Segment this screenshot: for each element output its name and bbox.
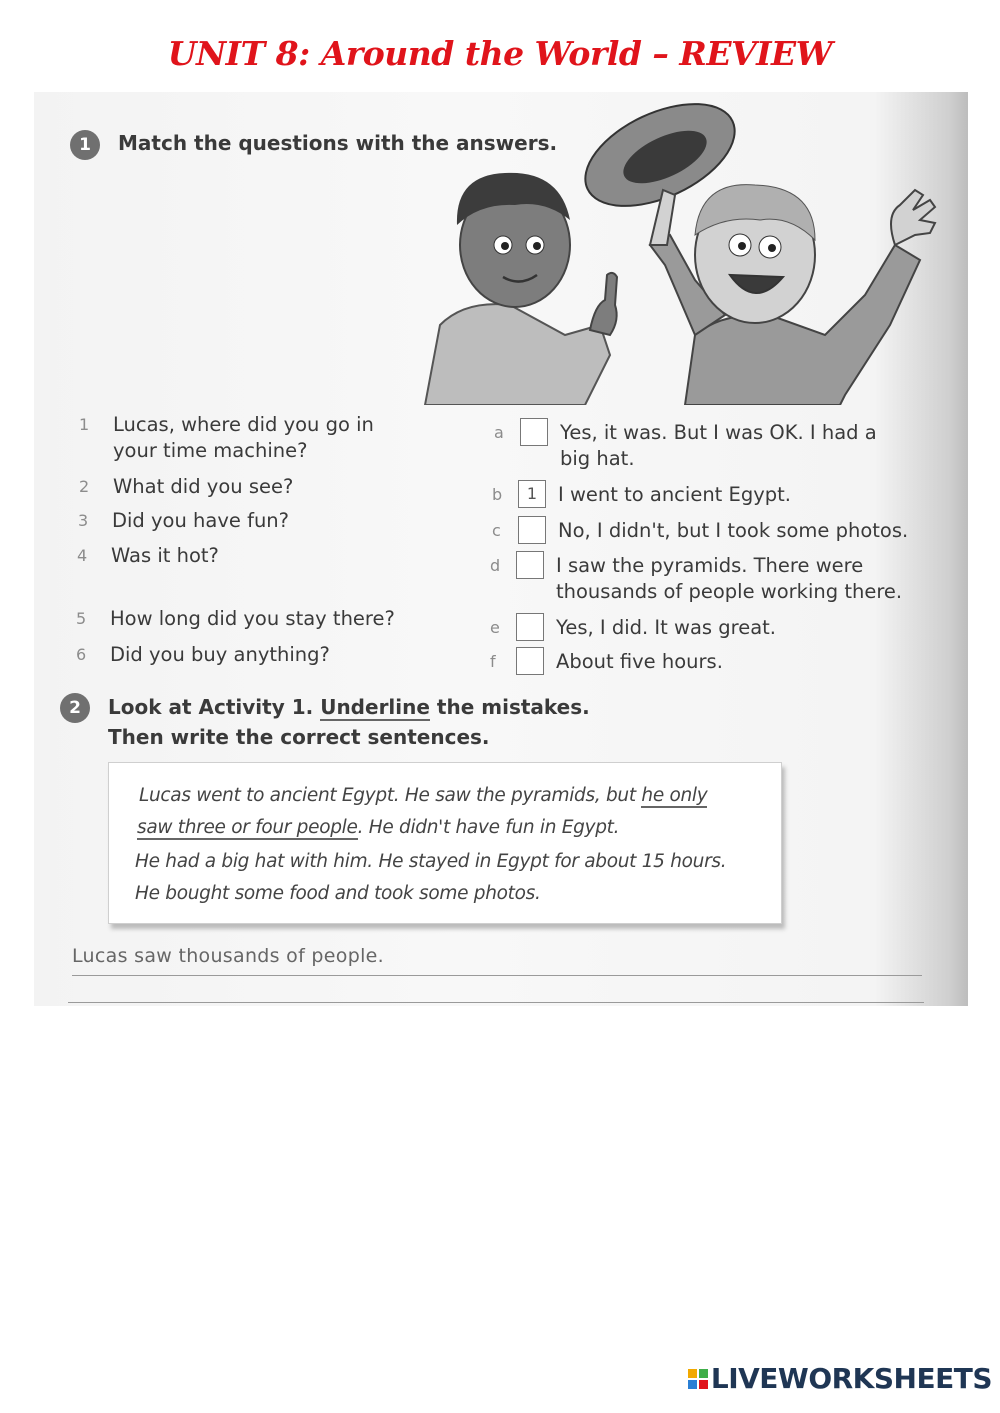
- underlined-mistake: saw three or four people: [137, 817, 358, 838]
- answer-text: Yes, I did. It was great.: [556, 616, 777, 639]
- answer-line-1[interactable]: Lucas saw thousands of people.: [72, 945, 922, 976]
- question-text: Was it hot?: [111, 544, 219, 567]
- instruction-text: Then write the correct sentences.: [108, 725, 490, 749]
- liveworksheets-icon: [687, 1368, 709, 1390]
- liveworksheets-logo: [687, 1362, 992, 1395]
- underline-word: Underline: [320, 695, 430, 719]
- answer-f: [490, 649, 723, 675]
- story-text: . He didn't have fun in Egypt.: [357, 817, 620, 838]
- answer-letter: c: [492, 521, 501, 540]
- answer-letter: b: [492, 485, 503, 504]
- instruction-text: the mistakes.: [436, 695, 590, 719]
- question-number: 2: [79, 477, 90, 496]
- answer-letter: d: [490, 556, 501, 575]
- instruction-text: Look at Activity 1.: [108, 695, 314, 719]
- answer-box[interactable]: [516, 551, 544, 579]
- question-number: 6: [76, 645, 87, 664]
- answer-text: Yes, it was. But I was OK. I had a: [560, 421, 877, 444]
- activity-1-number: 1: [70, 130, 100, 160]
- story-line-4: He bought some food and took some photos.: [135, 883, 541, 904]
- question-text: How long did you stay there?: [110, 607, 395, 630]
- activity-2-instruction: [108, 692, 590, 752]
- question-6: [76, 642, 330, 668]
- answer-a: [494, 420, 877, 472]
- question-text: your time machine?: [113, 439, 308, 462]
- underlined-mistake: he only: [641, 785, 708, 806]
- question-1: [79, 412, 374, 464]
- answer-box[interactable]: [518, 516, 546, 544]
- answer-text: big hat.: [560, 447, 635, 470]
- answer-text: I went to ancient Egypt.: [558, 483, 791, 506]
- activity-1-instruction: Match the questions with the answers.: [118, 131, 558, 155]
- story-line-1: [139, 785, 707, 806]
- answer-c: [492, 518, 909, 544]
- answer-b: [492, 482, 791, 508]
- answer-box[interactable]: [520, 418, 548, 446]
- answer-e: [490, 615, 777, 641]
- question-number: 5: [76, 609, 87, 628]
- answer-d: [490, 553, 903, 605]
- activity-2-number: 2: [60, 693, 90, 723]
- answer-box[interactable]: [516, 613, 544, 641]
- answer-text: thousands of people working there.: [556, 580, 903, 603]
- story-line-2: [137, 817, 619, 838]
- page-title: UNIT 8: Around the World – REVIEW: [167, 34, 833, 73]
- story-text: Lucas went to ancient Egypt. He saw the pyramids, but: [139, 785, 642, 806]
- question-3: [78, 508, 290, 534]
- question-number: 1: [79, 415, 90, 434]
- question-2: [79, 474, 294, 500]
- brand-name: LIVEWORKSHEETS: [710, 1362, 992, 1395]
- answer-letter: a: [494, 423, 504, 442]
- two-boys-illustration: [395, 95, 955, 405]
- answer-box[interactable]: 1: [518, 480, 546, 508]
- answer-box[interactable]: [516, 647, 544, 675]
- story-box: [108, 762, 782, 924]
- question-text: What did you see?: [113, 475, 294, 498]
- answer-letter: f: [490, 652, 496, 671]
- question-text: Lucas, where did you go in: [113, 413, 374, 436]
- question-5: [76, 606, 395, 632]
- answer-letter: e: [490, 618, 500, 637]
- question-text: Did you have fun?: [112, 509, 290, 532]
- question-4: [77, 543, 219, 569]
- story-line-3: He had a big hat with him. He stayed in Egypt for about 15 hours.: [135, 851, 727, 872]
- answer-text: No, I didn't, but I took some photos.: [558, 519, 909, 542]
- answer-line-2[interactable]: [68, 1002, 924, 1003]
- question-number: 4: [77, 546, 88, 565]
- answer-text: I saw the pyramids. There were: [556, 554, 864, 577]
- answer-text: About five hours.: [556, 650, 723, 673]
- question-number: 3: [78, 511, 89, 530]
- question-text: Did you buy anything?: [110, 643, 330, 666]
